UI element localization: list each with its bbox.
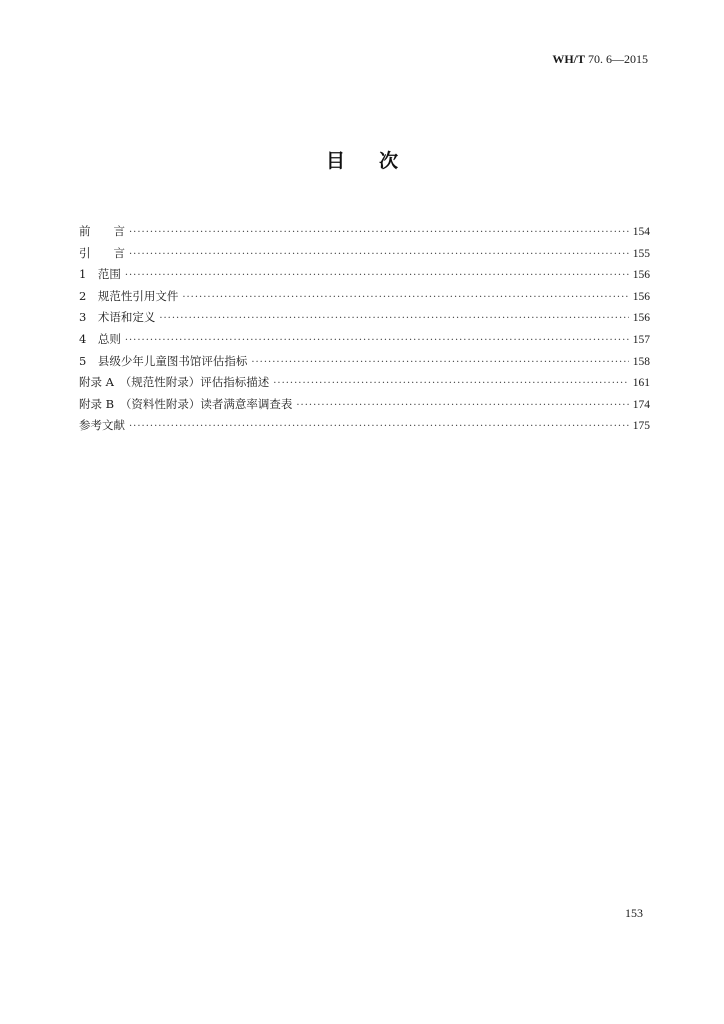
toc-leader-dots	[125, 330, 629, 352]
toc-entry-scope[interactable]	[79, 264, 650, 286]
toc-entry-foreword[interactable]	[79, 221, 650, 243]
toc-entry-normative-references[interactable]	[79, 286, 650, 308]
toc-leader-dots	[129, 244, 629, 266]
toc-entry-page: 161	[632, 377, 650, 390]
toc-entry-page: 174	[632, 398, 650, 411]
toc-leader-dots	[129, 416, 629, 438]
standard-code	[552, 52, 648, 67]
toc-entry-bibliography[interactable]	[79, 415, 650, 437]
table-of-contents	[79, 221, 650, 437]
toc-entry-general-rules[interactable]	[79, 329, 650, 351]
toc-leader-dots	[273, 373, 629, 395]
toc-entry-terms-definitions[interactable]	[79, 307, 650, 329]
toc-entry-label: 引 言	[79, 245, 125, 260]
toc-leader-dots	[129, 222, 629, 244]
toc-entry-label: 2 规范性引用文件	[79, 288, 179, 303]
standard-code-prefix: WH/T	[552, 52, 585, 66]
toc-leader-dots	[125, 265, 629, 287]
toc-entry-label: 4 总则	[79, 331, 121, 346]
toc-entry-label: 附录 A （规范性附录）评估指标描述	[79, 375, 270, 390]
toc-entry-page: 154	[632, 226, 650, 238]
toc-entry-evaluation-indicators[interactable]	[79, 351, 650, 373]
toc-entry-label: 5 县级少年儿童图书馆评估指标	[79, 353, 248, 368]
standard-code-number: 70. 6—2015	[585, 52, 648, 66]
toc-entry-label: 3 术语和定义	[79, 310, 156, 325]
page-number: 153	[625, 906, 643, 920]
toc-entry-page: 157	[632, 333, 650, 346]
toc-entry-page: 156	[632, 312, 650, 325]
toc-entry-label: 前 言	[79, 224, 125, 238]
toc-entry-page: 175	[632, 420, 650, 433]
toc-leader-dots	[182, 287, 628, 309]
toc-leader-dots	[251, 352, 628, 374]
toc-entry-label: 参考文献	[79, 418, 125, 433]
toc-leader-dots	[159, 308, 628, 330]
toc-leader-dots	[296, 395, 628, 417]
toc-entry-page: 156	[632, 269, 650, 282]
toc-entry-page: 156	[632, 290, 650, 303]
toc-entry-appendix-a[interactable]	[79, 372, 650, 394]
toc-entry-page: 155	[632, 247, 650, 260]
toc-entry-appendix-b[interactable]	[79, 394, 650, 416]
toc-entry-page: 158	[632, 355, 650, 368]
toc-entry-introduction[interactable]	[79, 243, 650, 265]
toc-entry-label: 附录 B （资料性附录）读者满意率调查表	[79, 396, 293, 411]
toc-title: 目次	[325, 150, 432, 172]
toc-entry-label: 1 范围	[79, 267, 121, 282]
